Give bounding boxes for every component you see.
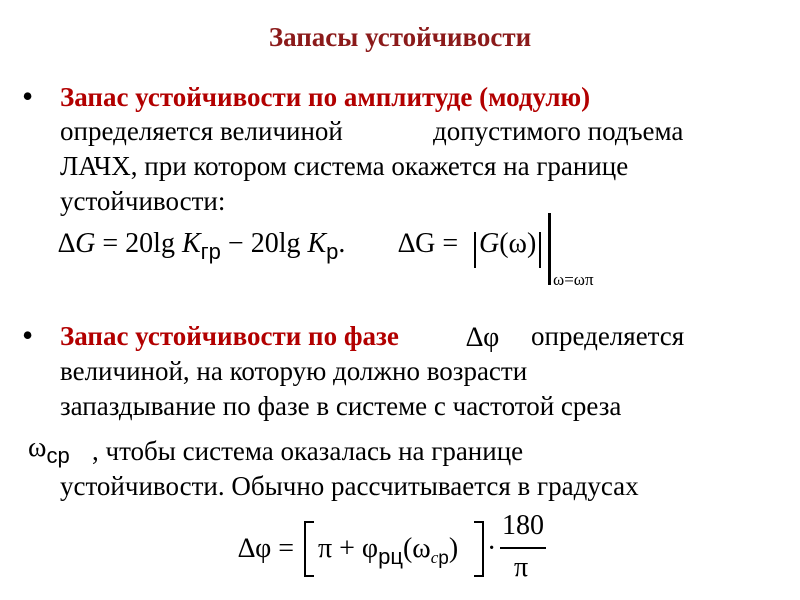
- section2-line3: запаздывание по фазе в системе с частотой среза: [60, 391, 622, 421]
- delta-symbol: ∆: [58, 228, 76, 259]
- formula-amplitude-eval: [398, 228, 458, 260]
- formula-phase-body: $\pi + \varphi_{рц}(\omega_{cр})$: [318, 533, 459, 569]
- right-square-bracket: [472, 520, 486, 578]
- minus-20lg: − 20lg: [227, 228, 301, 259]
- abs-left-bar: [474, 232, 476, 268]
- abs-content: [479, 228, 536, 260]
- left-square-bracket: [302, 520, 316, 578]
- bullet-1: •: [22, 78, 34, 114]
- formula-dot: .: [338, 228, 346, 259]
- k-symbol-2: K: [307, 228, 327, 259]
- g-func: G: [479, 228, 500, 259]
- subscript-r: р: [326, 239, 339, 264]
- delta-phi-symbol: ∆φ: [466, 322, 500, 353]
- fraction-numerator: 180: [502, 510, 544, 541]
- subscript-gr: гр: [200, 239, 221, 264]
- omega-arg: (ω): [499, 228, 537, 259]
- formula-amplitude-margin: [58, 228, 346, 264]
- bullet-2: •: [22, 317, 34, 353]
- k-symbol-1: K: [181, 228, 201, 259]
- equals-20lg: = 20lg: [102, 228, 175, 259]
- omega-cr-symbol: $\omega_{ср}$: [28, 432, 70, 468]
- eval-bar: [548, 213, 551, 285]
- abs-right-bar: [539, 232, 541, 268]
- section1-heading: Запас устойчивости по амплитуде (модулю): [60, 82, 591, 112]
- g-symbol: G: [75, 228, 96, 259]
- slide-title: Запасы устойчивости: [268, 22, 532, 52]
- section2-line4: , чтобы система оказалась на границе: [92, 436, 524, 466]
- section2-line5: устойчивости. Обычно рассчитывается в градусах: [60, 471, 639, 501]
- formula-phase-lhs: ∆φ =: [238, 533, 295, 564]
- section1-line2: ЛАЧХ, при котором система окажется на границе: [60, 151, 629, 181]
- lhs-delta-g: ∆G =: [398, 228, 459, 259]
- fraction-denominator: π: [514, 552, 529, 583]
- section2-heading: Запас устойчивости по фазе: [60, 321, 399, 351]
- multiply-dot: ·: [487, 533, 497, 564]
- section1-line3: устойчивости:: [60, 186, 226, 216]
- fraction-bar: [500, 547, 546, 549]
- section1-line1-b: допустимого подъема: [433, 116, 684, 146]
- section2-line2: величиной, на которую должно возрасти: [60, 356, 528, 386]
- eval-subscript: ω=ωπ: [553, 270, 594, 289]
- section2-line1-rest: определяется: [531, 321, 685, 351]
- section1-line1-a: определяется величиной: [60, 116, 343, 146]
